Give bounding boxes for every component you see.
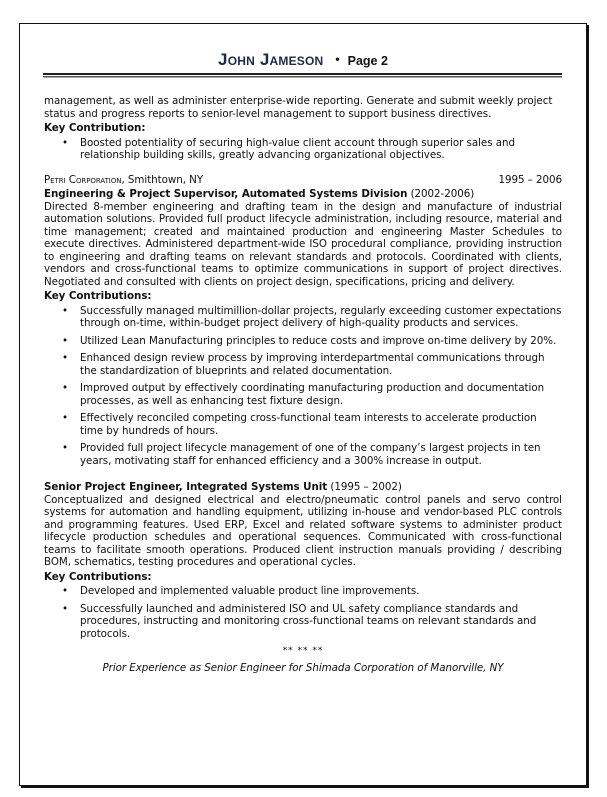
- bullet-icon: •: [62, 602, 69, 615]
- list-item: • Successfully launched and administered ISO and UL safety compliance standards and procedures, instructing and monitoring cross-functional teams on relevant standards and protocols.: [62, 602, 537, 640]
- bullet-icon: •: [62, 442, 69, 454]
- page-header: [20, 50, 586, 70]
- header-divider: [43, 73, 562, 76]
- position-title: Senior Project Engineer, Integrated Systems Unit (1995 – 2002): [44, 481, 402, 493]
- bullet-icon: •: [62, 334, 69, 347]
- resume-content: [44, 95, 562, 674]
- list-item: • Enhanced design review process by improving interdepartmental communications through the standardization of blueprints and related documentation.: [62, 352, 545, 377]
- bullet-icon: •: [62, 136, 69, 149]
- list-item: • Boosted potentiality of securing high-value client account through superior sales and relationship building skills, greatly advancing organizational objectives.: [62, 136, 515, 161]
- prior-experience-note: Prior Experience as Senior Engineer for Shimada Corporation of Manorville, NY: [102, 661, 504, 674]
- position-dates: (1995 – 2002): [327, 481, 402, 493]
- bullet-icon: •: [62, 352, 69, 364]
- key-contribution-heading: Key Contribution:: [44, 122, 146, 134]
- bullet-separator-icon: •: [335, 52, 340, 66]
- list-item: • Utilized Lean Manufacturing principles to reduce costs and improve on-time delivery by 20%.: [62, 334, 557, 347]
- company-name: Petri Corporation: [44, 173, 122, 186]
- bullet-icon: •: [62, 412, 69, 424]
- position-description: Directed 8-member engineering and drafting team in the design and manufacture of industrial automation solutions. Provided full product lifecycle administration, including resource, material and time management; created and maintained production and engineering Master Schedules to execute directives. Administered department-wide ISO procedural compliance, providing instruction to engineering and drafting teams on relevant standards and protocols. Coordinated with clients, vendors and cross-functional teams to optimize communications in support of project directives. Negotiated and consulted with clients on project design, specifications, pricing and delivery.: [44, 200, 562, 288]
- position-title: Engineering & Project Supervisor, Automated Systems Division (2002-2006): [44, 188, 475, 200]
- employer-line: [44, 174, 562, 187]
- intro-paragraph: management, as well as administer enterprise-wide reporting. Generate and submit weekly project status and progress reports to senior-level management to support business directives.: [44, 95, 553, 120]
- bullet-icon: •: [62, 304, 69, 317]
- list-item: • Successfully managed multimillion-dollar projects, regularly exceeding customer expectations through on-time, within-budget project delivery of high-quality products and services.: [62, 304, 562, 329]
- section-separator: ** ** **: [282, 646, 324, 656]
- position-dates: (2002-2006): [407, 188, 475, 200]
- employment-dates: 1995 – 2006: [498, 173, 562, 186]
- list-item: • Developed and implemented valuable product line improvements.: [62, 585, 420, 597]
- resume-page: [19, 23, 587, 786]
- key-contributions-heading: Key Contributions:: [44, 290, 152, 302]
- candidate-name: John Jameson: [218, 50, 324, 69]
- position-bullets: [44, 585, 562, 640]
- page-number: Page 2: [347, 54, 388, 68]
- position-description: Conceptualized and designed electrical and electro/pneumatic control panels and servo control systems for automation and handling equipment, utilizing in-house and vendor-based PLC controls and programming features. Used ERP, Excel and related software systems to administer product lifecycle production schedules and operational sequences. Communicated with cross-functional teams to facilitate smooth operations. Produced client instruction manuals providing / describing BOM, schematics, testing procedures and operational cycles.: [44, 493, 562, 568]
- bullet-icon: •: [62, 382, 69, 394]
- list-item: • Provided full project lifecycle management of one of the company’s largest projects in ten years, motivating staff for enhanced efficiency and a 300% increase in output.: [62, 442, 541, 467]
- key-contributions-heading: Key Contributions:: [44, 570, 152, 583]
- company-location: , Smithtown, NY: [121, 173, 204, 186]
- list-item: • Improved output by effectively coordinating manufacturing production and documentation processes, as well as enhancing test fixture design.: [62, 382, 545, 407]
- position-section: [44, 481, 562, 640]
- list-item: • Effectively reconciled competing cross-functional team interests to accelerate production time by hundreds of hours.: [62, 412, 537, 437]
- intro-bullets: [44, 137, 562, 162]
- position-bullets: [44, 305, 562, 468]
- bullet-icon: •: [62, 585, 69, 597]
